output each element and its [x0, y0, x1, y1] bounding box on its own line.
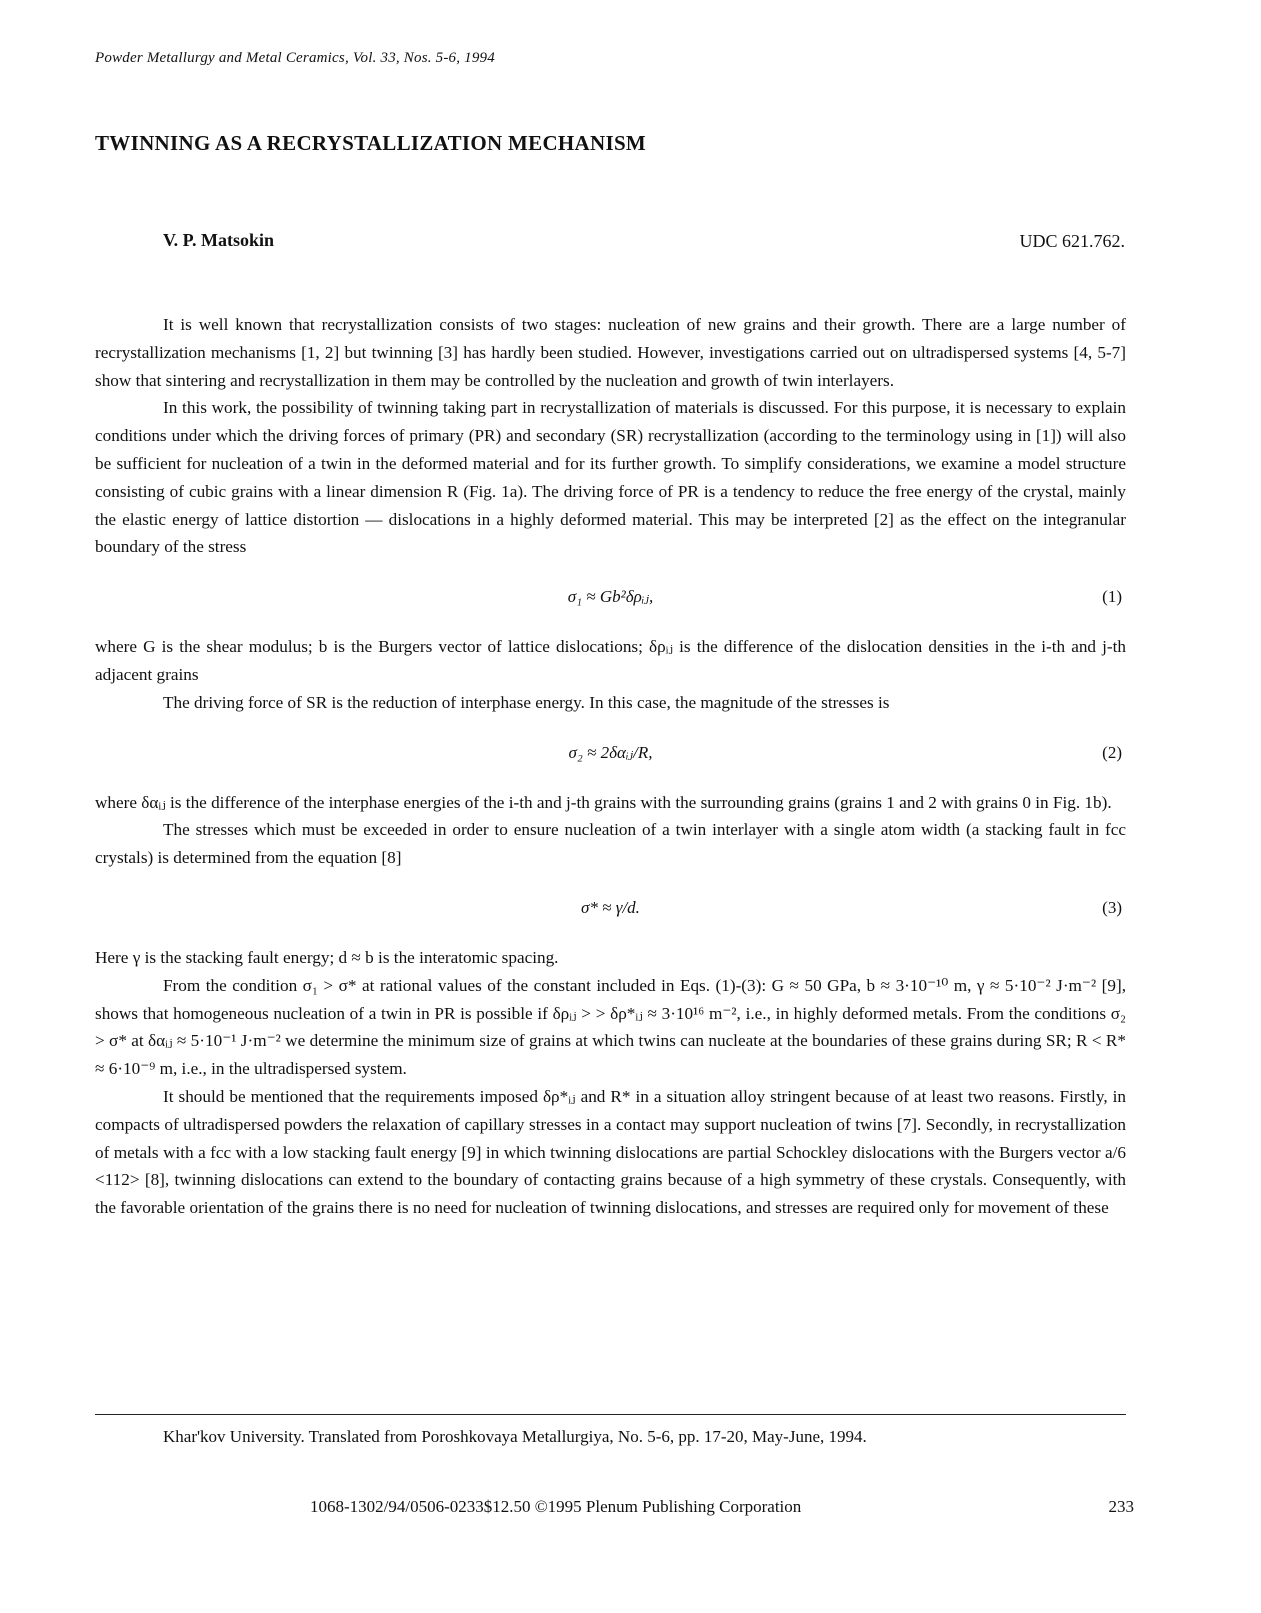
- equation-2-number: (2): [1102, 742, 1122, 762]
- article-body: [95, 311, 1126, 1222]
- equation-3-number: (3): [1102, 897, 1122, 917]
- equation-3-formula: σ* ≈ γ/d.: [581, 897, 640, 917]
- paragraph-7: Here γ is the stacking fault energy; d ≈ b is the interatomic spacing.: [95, 947, 559, 967]
- journal-header: Powder Metallurgy and Metal Ceramics, Vol. 33, Nos. 5-6, 1994: [95, 50, 495, 66]
- author-name: V. P. Matsokin: [163, 230, 275, 250]
- paragraph-3: where G is the shear modulus; b is the Burgers vector of lattice dislocations; δρᵢⱼ is the difference of the dislocation densities in the i-th and j-th adjacent grains: [95, 637, 1126, 684]
- paragraph-6: The stresses which must be exceeded in order to ensure nucleation of a twin interlayer with a single atom width (a stacking fault in fcc crystals) is determined from the equation [8]: [95, 820, 1126, 868]
- equation-1-formula: σ₁ ≈ Gb²δρᵢⱼ,: [567, 587, 654, 607]
- equation-1-number: (1): [1102, 587, 1122, 607]
- paragraph-1: It is well known that recrystallization consists of two stages: nucleation of new grains and their growth. There are a large number of recrystallization mechanisms [1, 2] but twinning [3] has hardly been studied. However, investigations carried out on ultradispersed systems [4, 5-7] show that sintering and recrystallization in them may be controlled by the nucleation and growth of twin interlayers.: [95, 315, 1126, 390]
- footnote-affiliation: Khar'kov University. Translated from Poroshkovaya Metallurgiya, No. 5-6, pp. 17-20, May-June, 1994.: [163, 1427, 867, 1446]
- equation-2-formula: σ₂ ≈ 2δαᵢⱼ/R,: [568, 742, 653, 762]
- paragraph-8: From the condition σ₁ > σ* at rational values of the constant included in Eqs. (1)-(3): G ≈ 50 GPa, b ≈ 3·10⁻¹⁰ m, γ ≈ 5·10⁻² J·m⁻² [9], shows that homogeneous nucleation of a twin in PR is possible if δρᵢⱼ > > δρ*ᵢⱼ ≈ 3·10¹⁶ m⁻², i.e., in highly deformed metals. From the conditions σ₂ > σ* at δαᵢⱼ ≈ 5·10⁻¹ J·m⁻² we determine the minimum size of grains at which twins can nucleate at the boundaries of these grains during SR; R < R* ≈ 6·10⁻⁹ m, i.e., in the ultradispersed system.: [95, 975, 1126, 1079]
- footer-code: 1068-1302/94/0506-0233$12.50 ©1995 Plenum Publishing Corporation: [310, 1497, 802, 1516]
- paragraph-9: It should be mentioned that the requirements imposed δρ*ᵢⱼ and R* in a situation alloy stringent because of at least two reasons. Firstly, in compacts of ultradispersed powders the relaxation of capillary stresses in a contact may support nucleation of twins [7]. Secondly, in recrystallization of metals with a fcc with a low stacking fault energy [9] in which twinning dislocations are partial Schockley dislocations with the Burgers vector a/6 <112> [8], twinning dislocations can extend to the boundary of contacting grains because of a high symmetry of these crystals. Consequently, with the favorable orientation of the grains there is no need for nucleation of twinning dislocations, and stresses are required only for movement of these: [95, 1086, 1126, 1218]
- equation-1: [95, 569, 1126, 625]
- equation-3: [95, 880, 1126, 936]
- paragraph-5: where δαᵢⱼ is the difference of the interphase energies of the i-th and j-th grains with the surrounding grains (grains 1 and 2 with grains 0 in Fig. 1b).: [95, 792, 1112, 812]
- paragraph-4: The driving force of SR is the reduction of interphase energy. In this case, the magnitude of the stresses is: [163, 692, 890, 712]
- paragraph-2: In this work, the possibility of twinning taking part in recrystallization of materials is discussed. For this purpose, it is necessary to explain conditions under which the driving forces of primary (PR) and secondary (SR) recrystallization (according to the terminology using in [1]) will also be sufficient for nucleation of a twin in the deformed material and for its further growth. To simplify considerations, we examine a model structure consisting of cubic grains with a linear dimension R (Fig. 1a). The driving force of PR is a tendency to reduce the free energy of the crystal, mainly the elastic energy of lattice distortion — dislocations in a highly deformed material. This may be interpreted [2] as the effect on the integranular boundary of the stress: [95, 398, 1126, 557]
- udc-code: UDC 621.762.: [1019, 231, 1125, 251]
- equation-2: [95, 725, 1126, 781]
- footnote-divider: [95, 1414, 1126, 1415]
- article-title: TWINNING AS A RECRYSTALLIZATION MECHANISM: [95, 131, 647, 155]
- page-number: 233: [1108, 1497, 1134, 1516]
